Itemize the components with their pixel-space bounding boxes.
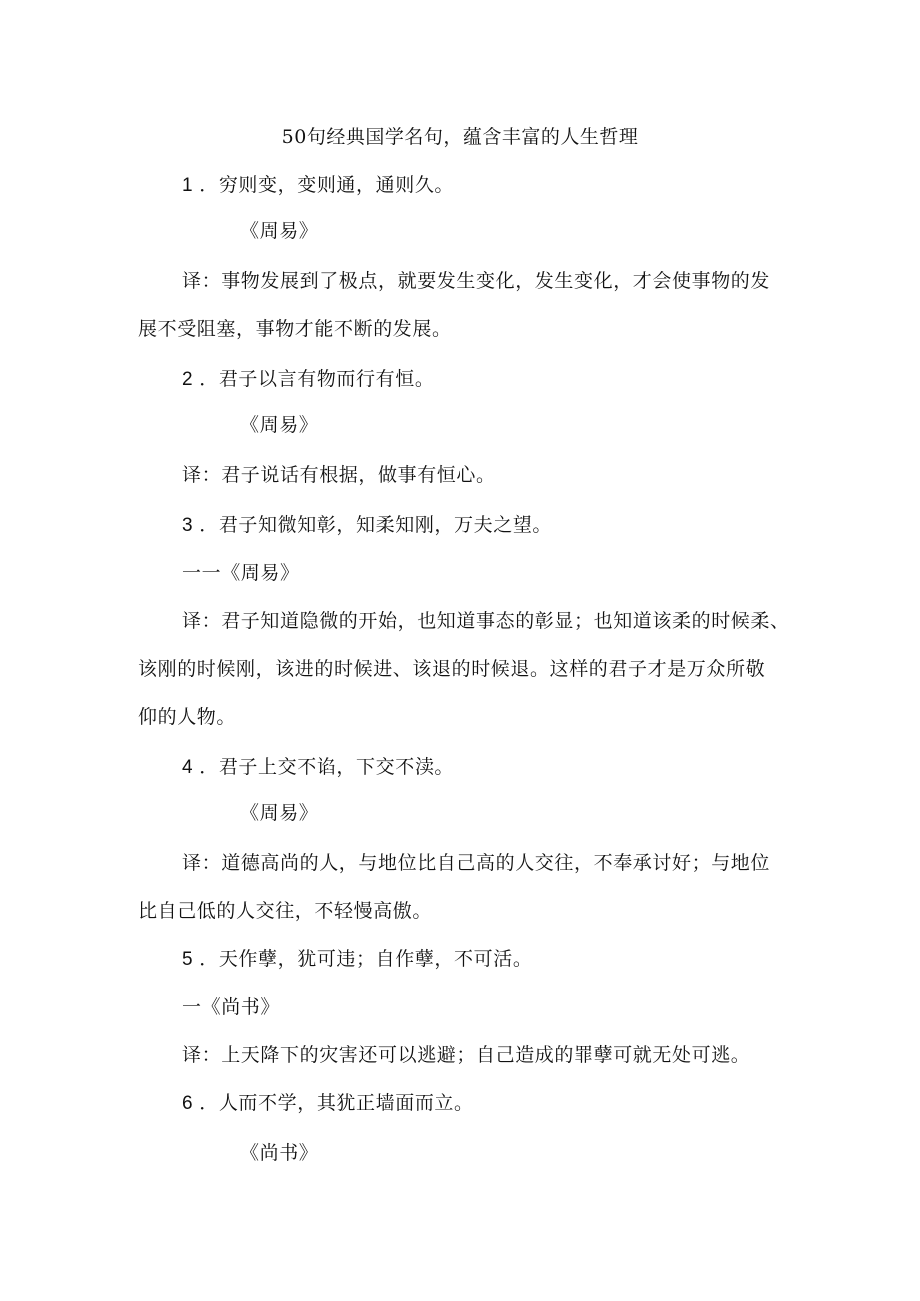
entry-1-source: 《周易》 [240,220,319,242]
entry-3-quote [182,512,552,539]
page-title: 50句经典国学名句，蕴含丰富的人生哲理 [281,126,639,148]
entry-4-translation-line-2: 比自己低的人交往，不轻慢高傲。 [138,900,433,922]
entry-6-quote [182,1090,474,1117]
entry-number: 2 [182,369,193,390]
entry-number: 5 [182,949,193,970]
entry-5-quote [182,946,532,973]
entry-5-translation-line-1: 译：上天降下的灾害还可以逃避；自己造成的罪孽可就无处可逃。 [182,1044,751,1066]
entry-2-quote [182,366,434,393]
quote-text: ．人而不学，其犹正墙面而立。 [199,1092,474,1114]
entry-4-translation-line-1: 译：道德高尚的人，与地位比自己高的人交往，不奉承讨好；与地位 [182,852,771,874]
entry-1-translation-line-1: 译：事物发展到了极点，就要发生变化，发生变化，才会使事物的发 [182,270,771,292]
entry-number: 6 [182,1093,193,1114]
entry-number: 1 [182,175,193,196]
quote-text: ．君子以言有物而行有恒。 [199,368,435,390]
entry-1-translation-line-2: 展不受阻塞，事物才能不断的发展。 [138,318,452,340]
entry-5-source: 一《尚书》 [182,996,281,1018]
entry-3-translation-line-2: 该刚的时候刚，该进的时候进、该退的时候退。这样的君子才是万众所敬 [138,658,766,680]
entry-3-translation-line-1: 译：君子知道隐微的开始，也知道事态的彰显；也知道该柔的时候柔、 [182,610,790,632]
entry-number: 4 [182,757,193,778]
quote-text: ．君子上交不谄，下交不渎。 [199,756,455,778]
entry-2-source: 《周易》 [240,414,319,436]
quote-text: ．穷则变，变则通，通则久。 [199,174,455,196]
quote-text: ．天作孽，犹可违；自作孽，不可活。 [199,948,533,970]
entry-3-source: 一一《周易》 [182,562,300,584]
entry-number: 3 [182,515,193,536]
entry-6-source: 《尚书》 [240,1142,319,1164]
entry-1-quote [182,172,454,199]
entry-2-translation-line-1: 译：君子说话有根据，做事有恒心。 [182,464,496,486]
entry-4-source: 《周易》 [240,802,319,824]
entry-4-quote [182,754,454,781]
entry-3-translation-line-3: 仰的人物。 [138,706,237,728]
quote-text: ．君子知微知彰，知柔知刚，万夫之望。 [199,514,553,536]
